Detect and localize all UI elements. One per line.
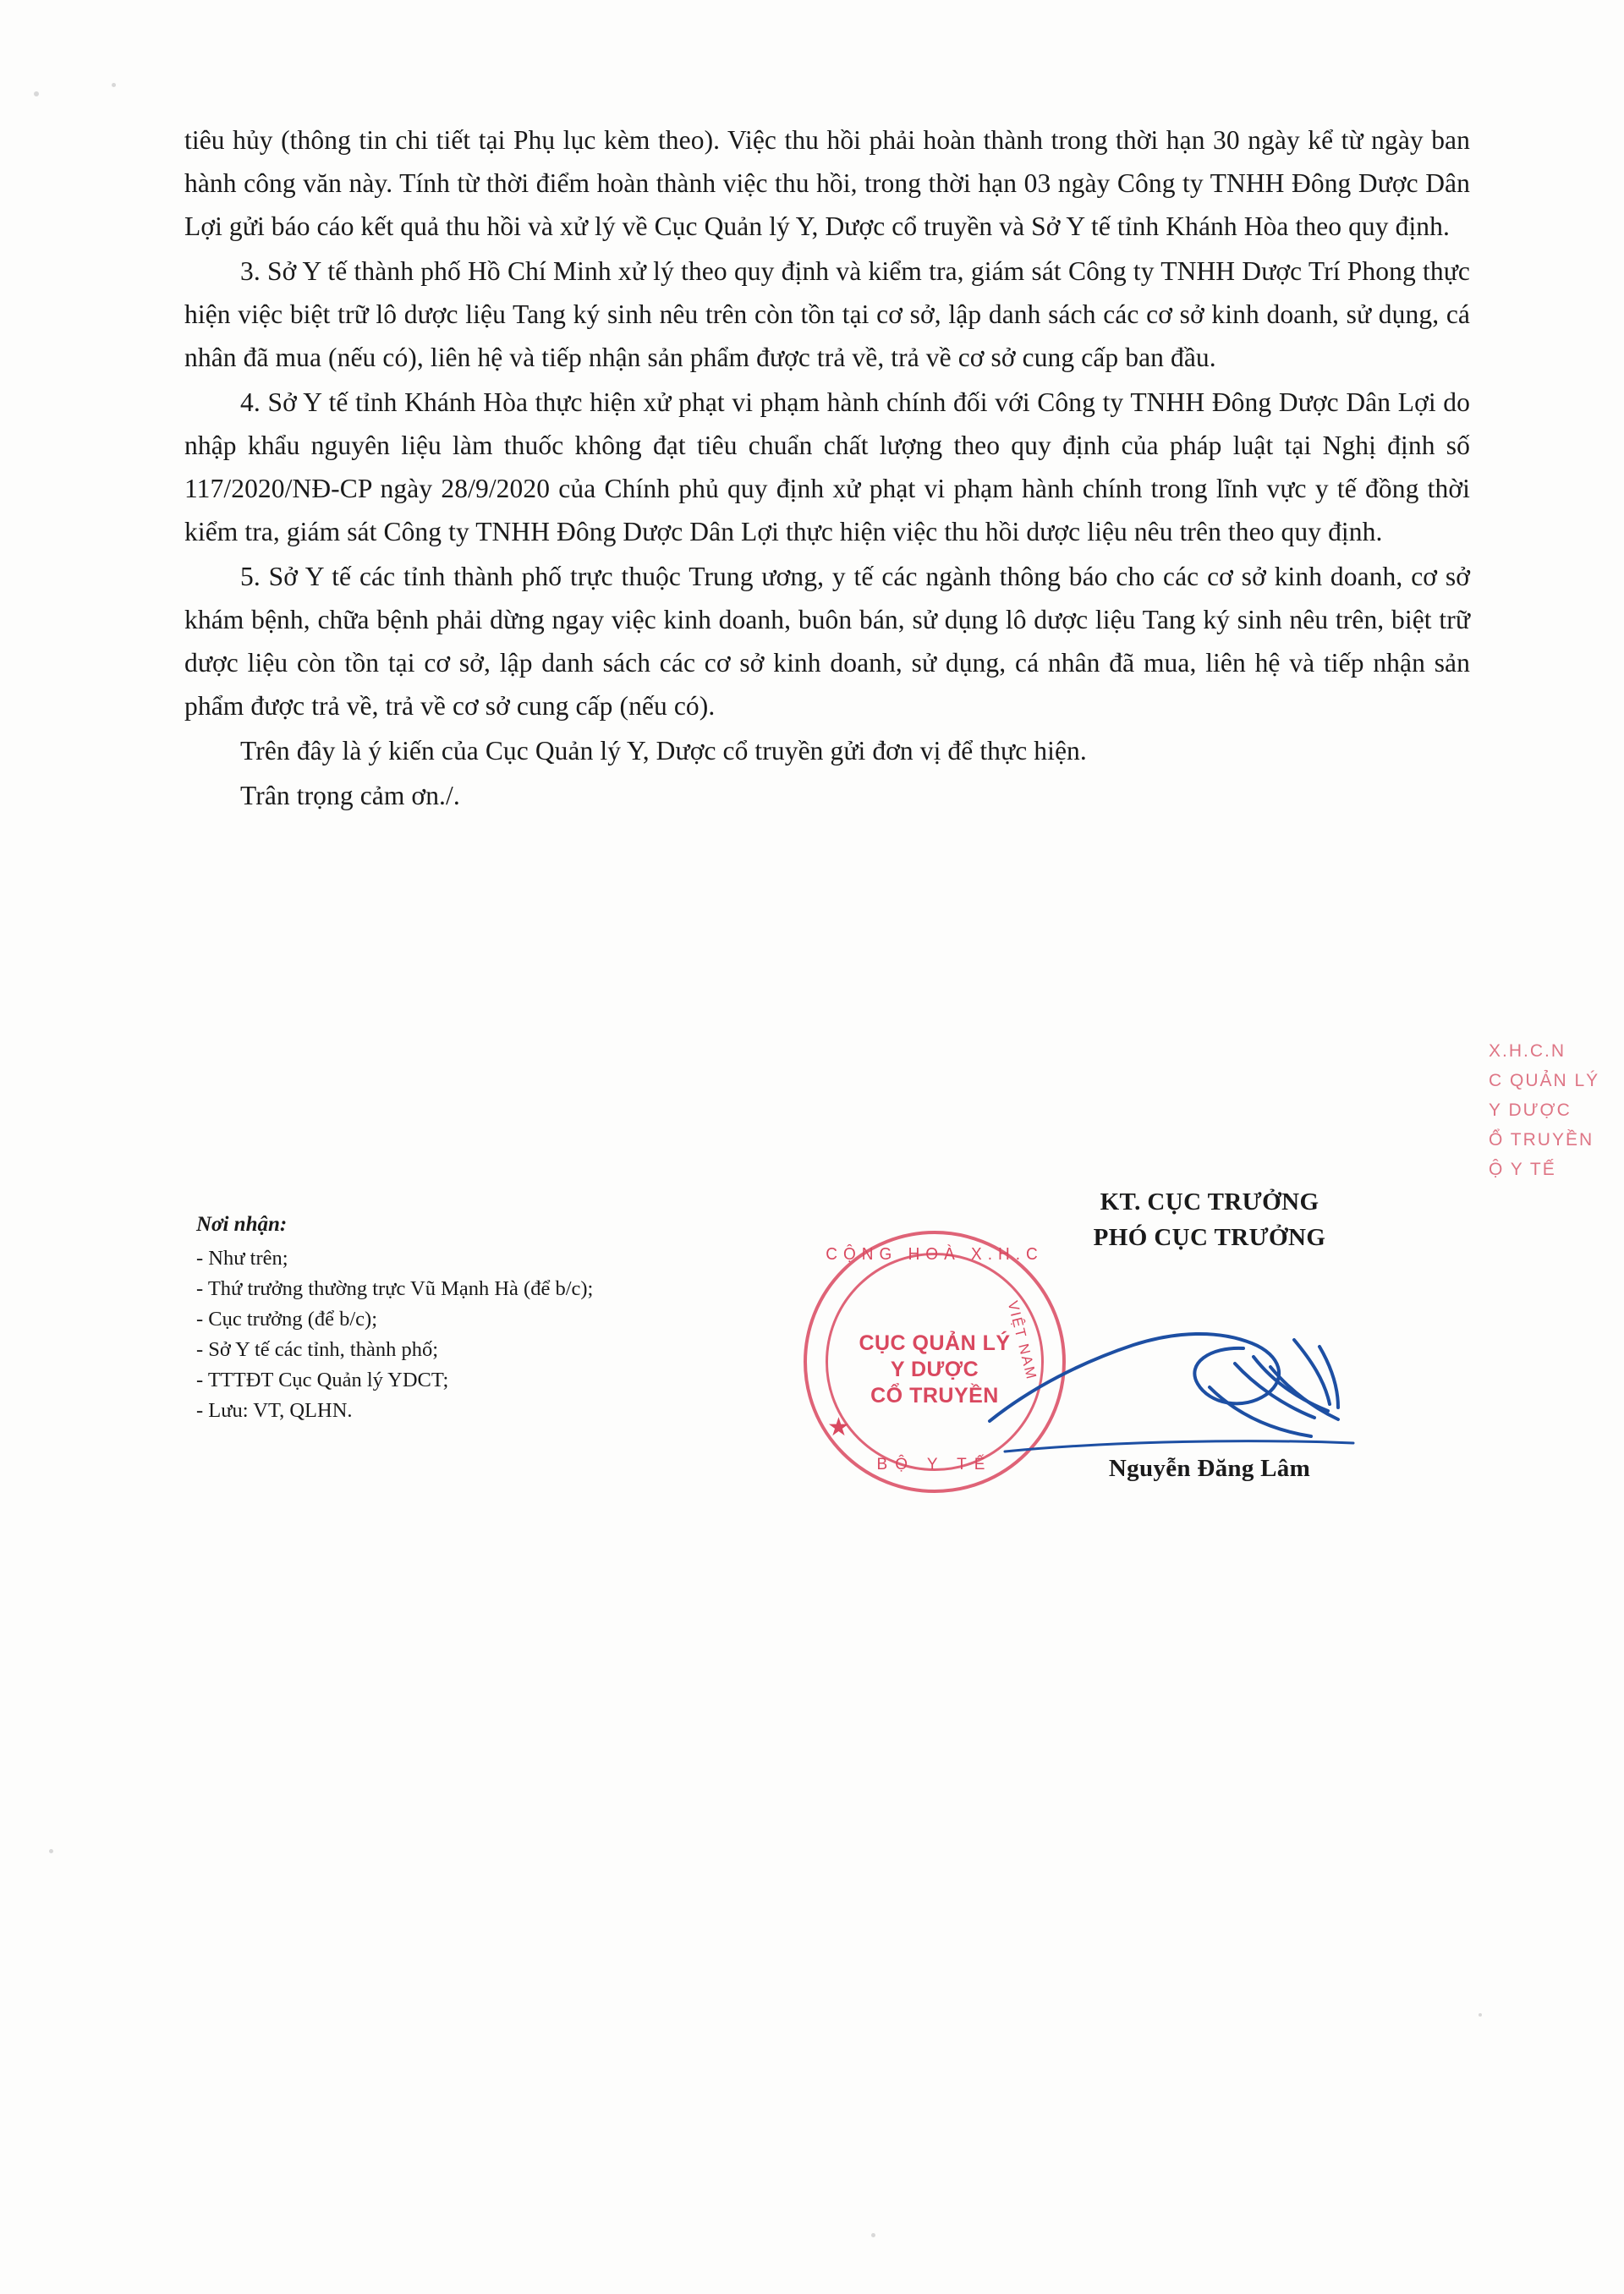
- signer-title-line1: KT. CỤC TRƯỞNG: [1100, 1188, 1320, 1216]
- recipients-title: Nơi nhận:: [196, 1213, 288, 1236]
- paragraph-thanks: Trân trọng cảm ơn./.: [240, 781, 460, 810]
- secondary-stamp-line5: Ộ Y TẾ: [1489, 1160, 1556, 1179]
- signer-title-line2: PHÓ CỤC TRƯỞNG: [1093, 1224, 1326, 1251]
- seal-star-icon: ★: [827, 1413, 850, 1441]
- secondary-stamp-icon: [1489, 1036, 1624, 1184]
- scan-speckle: [112, 83, 116, 87]
- list-item: - Lưu: VT, QLHN.: [196, 1399, 353, 1422]
- paragraph-continued: tiêu hủy (thông tin chi tiết tại Phụ lục kèm theo). Việc thu hồi phải hoàn thành trong thời hạn 30 ngày kể từ ngày ban hành công văn này. Tính từ thời điểm hoàn thành việc thu hồi, trong thời hạn 03 ngày Công ty TNHH Đông Dược Dân Lợi gửi báo cáo kết quả thu hồi và xử lý về Cục Quản lý Y, Dược cổ truyền và Sở Y tế tỉnh Khánh Hòa theo quy định.: [184, 125, 1470, 241]
- seal-side-right: VIỆT NAM: [1004, 1299, 1040, 1382]
- list-item: - TTTĐT Cục Quản lý YDCT;: [196, 1369, 449, 1391]
- paragraph-item-5: 5. Sở Y tế các tỉnh thành phố trực thuộc Trung ương, y tế các ngành thông báo cho các cơ sở kinh doanh, cơ sở khám bệnh, chữa bệnh phải dừng ngay việc kinh doanh, buôn bán, sử dụng lô dược liệu Tang ký sinh nêu trên, biệt trữ dược liệu còn tồn tại cơ sở, lập danh sách các cơ sở kinh doanh, sử dụng, cá nhân đã mua, liên hệ và tiếp nhận sản phẩm được trả về, trả về cơ sở cung cấp (nếu có).: [184, 562, 1470, 721]
- seal-center-line1: CỤC QUẢN LÝ: [859, 1331, 1011, 1355]
- signer-name: Nguyễn Đăng Lâm: [1108, 1455, 1311, 1482]
- secondary-stamp-line1: X.H.C.N: [1489, 1041, 1566, 1061]
- recipients-list: [196, 1243, 738, 1426]
- recipients-block: [196, 1210, 738, 1426]
- scan-speckle: [34, 91, 39, 96]
- seal-center-line2: Y DƯỢC: [890, 1358, 979, 1381]
- list-item: - Sở Y tế các tỉnh, thành phố;: [196, 1338, 439, 1361]
- document-body: [184, 118, 1470, 819]
- paragraph-item-3: 3. Sở Y tế thành phố Hồ Chí Minh xử lý theo quy định và kiểm tra, giám sát Công ty TNHH Dược Trí Phong thực hiện việc biệt trữ lô dược liệu Tang ký sinh nêu trên còn tồn tại cơ sở, lập danh sách các cơ sở kinh doanh, sử dụng, cá nhân đã mua (nếu có), liên hệ và tiếp nhận sản phẩm được trả về, trả về cơ sở cung cấp ban đầu.: [184, 256, 1470, 372]
- list-item: - Như trên;: [196, 1247, 288, 1270]
- seal-arc-top: CỘNG HOÀ X.H.C: [826, 1245, 1044, 1265]
- secondary-stamp-line3: Y DƯỢC: [1489, 1100, 1572, 1120]
- paragraph-item-4: 4. Sở Y tế tỉnh Khánh Hòa thực hiện xử phạt vi phạm hành chính đối với Công ty TNHH Đông Dược Dân Lợi do nhập khẩu nguyên liệu làm thuốc không đạt tiêu chuẩn chất lượng theo quy định của pháp luật tại Nghị định số 117/2020/NĐ-CP ngày 28/9/2020 của Chính phủ quy định xử phạt vi phạm hành chính trong lĩnh vực y tế đồng thời kiểm tra, giám sát Công ty TNHH Đông Dược Dân Lợi thực hiện việc thu hồi dược liệu nêu trên theo quy định.: [184, 387, 1470, 546]
- scan-speckle: [1479, 2013, 1482, 2017]
- seal-arc-bottom: BỘ Y TẾ: [876, 1456, 993, 1474]
- seal-center-line3: CỔ TRUYỀN: [870, 1384, 999, 1408]
- secondary-stamp-line2: C QUẢN LÝ: [1489, 1071, 1600, 1090]
- paragraph-closing: Trên đây là ý kiến của Cục Quản lý Y, Dược cổ truyền gửi đơn vị để thực hiện.: [240, 736, 1087, 766]
- list-item: - Thứ trưởng thường trực Vũ Mạnh Hà (để b/c);: [196, 1277, 594, 1300]
- list-item: - Cục trưởng (để b/c);: [196, 1308, 378, 1331]
- scan-speckle: [871, 2233, 875, 2237]
- secondary-stamp-line4: Ổ TRUYỀN: [1489, 1130, 1594, 1150]
- signature-block: [947, 1184, 1472, 1483]
- scan-speckle: [49, 1849, 53, 1853]
